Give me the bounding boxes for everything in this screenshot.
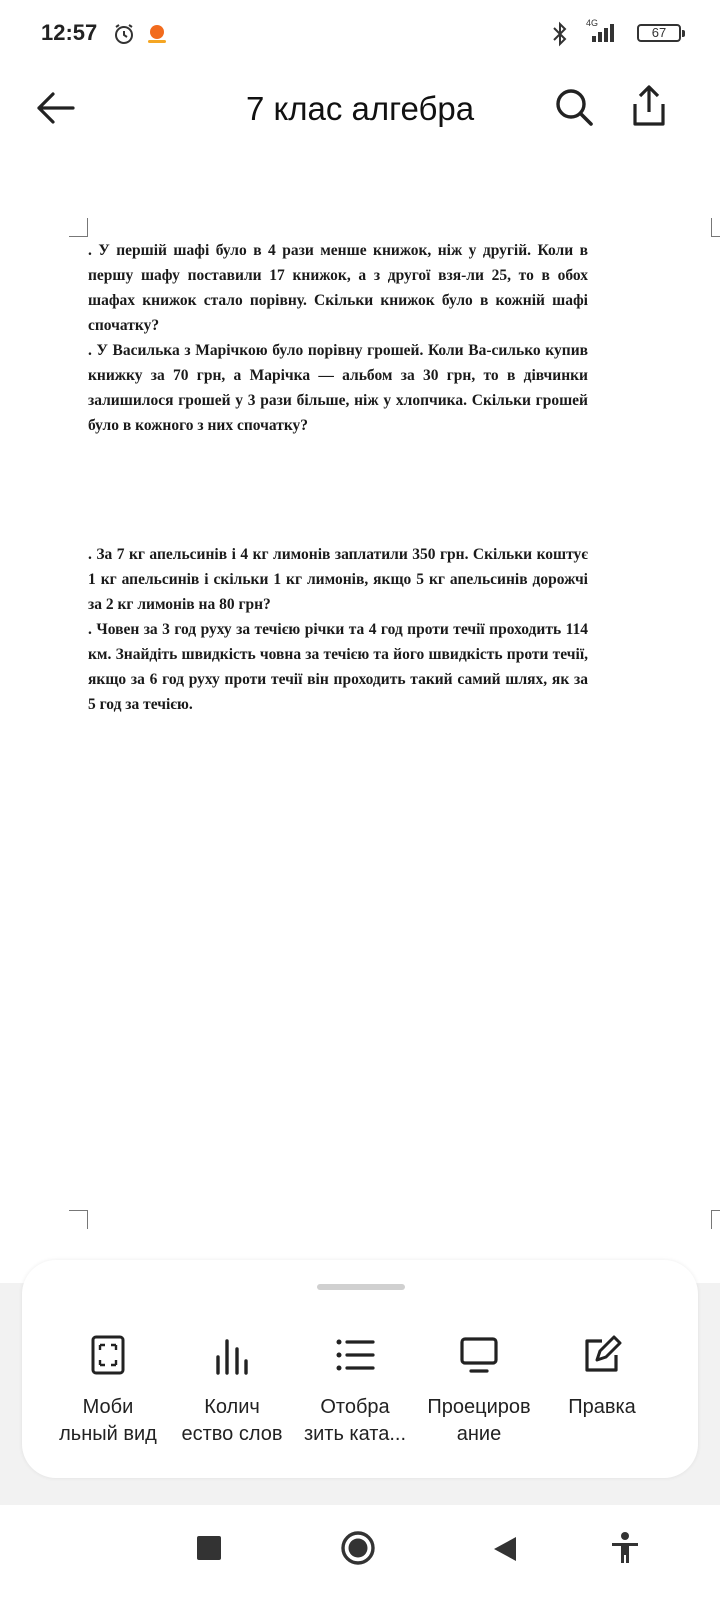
show-catalog-button[interactable] xyxy=(290,1330,420,1448)
search-icon xyxy=(553,86,595,128)
action-label: ание xyxy=(456,1423,502,1445)
action-label: Правка xyxy=(568,1396,636,1418)
share-icon xyxy=(629,84,669,128)
problem-group xyxy=(88,238,588,438)
word-count-button[interactable] xyxy=(167,1330,297,1448)
mobile-view-button[interactable] xyxy=(43,1330,173,1448)
alarm-icon xyxy=(112,22,136,51)
action-label: Колич xyxy=(204,1396,260,1418)
crop-mark xyxy=(711,1210,720,1229)
signal-icon xyxy=(584,16,624,51)
crop-mark xyxy=(69,1210,88,1229)
app-notification-icon xyxy=(145,22,169,51)
problem-text: . За 7 кг апельсинів і 4 кг лимонів заплатили 350 грн. Скільки коштує 1 кг апельсинів і скільки 1 кг лимонів, якщо 5 кг апельсинів дорожчі за 2 кг лимонів на 80 грн? xyxy=(88,546,588,613)
document-title: 7 клас алгебра xyxy=(245,90,475,127)
projection-button[interactable] xyxy=(414,1330,544,1448)
home-button[interactable] xyxy=(340,1530,376,1571)
action-label: зить ката... xyxy=(303,1423,407,1445)
status-bar xyxy=(0,0,720,70)
problem-group xyxy=(88,542,588,717)
share-button[interactable] xyxy=(629,84,669,128)
word-count-icon xyxy=(167,1330,297,1380)
battery-icon: 67 xyxy=(637,24,681,42)
app-header xyxy=(0,70,720,150)
recents-button[interactable] xyxy=(196,1535,222,1566)
action-label: Проециров xyxy=(427,1396,531,1418)
action-label: льный вид xyxy=(59,1423,157,1445)
accessibility-icon xyxy=(610,1531,640,1565)
recents-icon xyxy=(196,1535,222,1561)
edit-icon xyxy=(537,1330,667,1380)
projection-icon xyxy=(414,1330,544,1380)
action-label: Отобра xyxy=(320,1396,390,1418)
accessibility-button[interactable] xyxy=(610,1531,640,1570)
edit-button[interactable] xyxy=(537,1330,667,1421)
action-label: Моби xyxy=(82,1396,134,1418)
navigation-bar xyxy=(0,1505,720,1600)
action-label: ество слов xyxy=(181,1423,283,1445)
problem-text: . У першій шафі було в 4 рази менше книжок, ніж у другій. Коли в першу шафу поставили 17 книжок, а з другої взя-ли 25, то в обох шафах книжок стало порівну. Скільки книжок було в кожній шафі спочатку? xyxy=(88,242,588,334)
list-icon xyxy=(290,1330,420,1380)
search-button[interactable] xyxy=(553,86,595,128)
problem-text: . У Василька з Марічкою було порівну грошей. Коли Ва-силько купив книжку за 70 грн, а Марічка — альбом за 30 грн, то в дівчинки залишилося грошей у 3 рази більше, ніж у хлопчика. Скільки грошей було в кожного з них спочатку? xyxy=(88,342,588,434)
svg-text:4G: 4G xyxy=(586,18,599,28)
mobile-view-icon xyxy=(43,1330,173,1380)
problem-text: . Човен за 3 год руху за течією річки та 4 год проти течії проходить 114 км. Знайдіть швидкість човна за течією та його швидкість проти течії, якщо за 6 год руху проти течії він проходить такий самий шлях, як за 5 год за течією. xyxy=(88,621,588,713)
crop-mark xyxy=(69,218,88,237)
drag-handle[interactable] xyxy=(317,1284,405,1290)
bottom-sheet xyxy=(22,1260,698,1478)
system-back-button[interactable] xyxy=(492,1535,518,1568)
crop-mark xyxy=(711,218,720,237)
status-time: 12:57 xyxy=(41,20,98,45)
bluetooth-icon xyxy=(551,21,569,52)
home-icon xyxy=(340,1530,376,1566)
document-page[interactable] xyxy=(0,150,720,1280)
back-icon xyxy=(492,1535,518,1563)
